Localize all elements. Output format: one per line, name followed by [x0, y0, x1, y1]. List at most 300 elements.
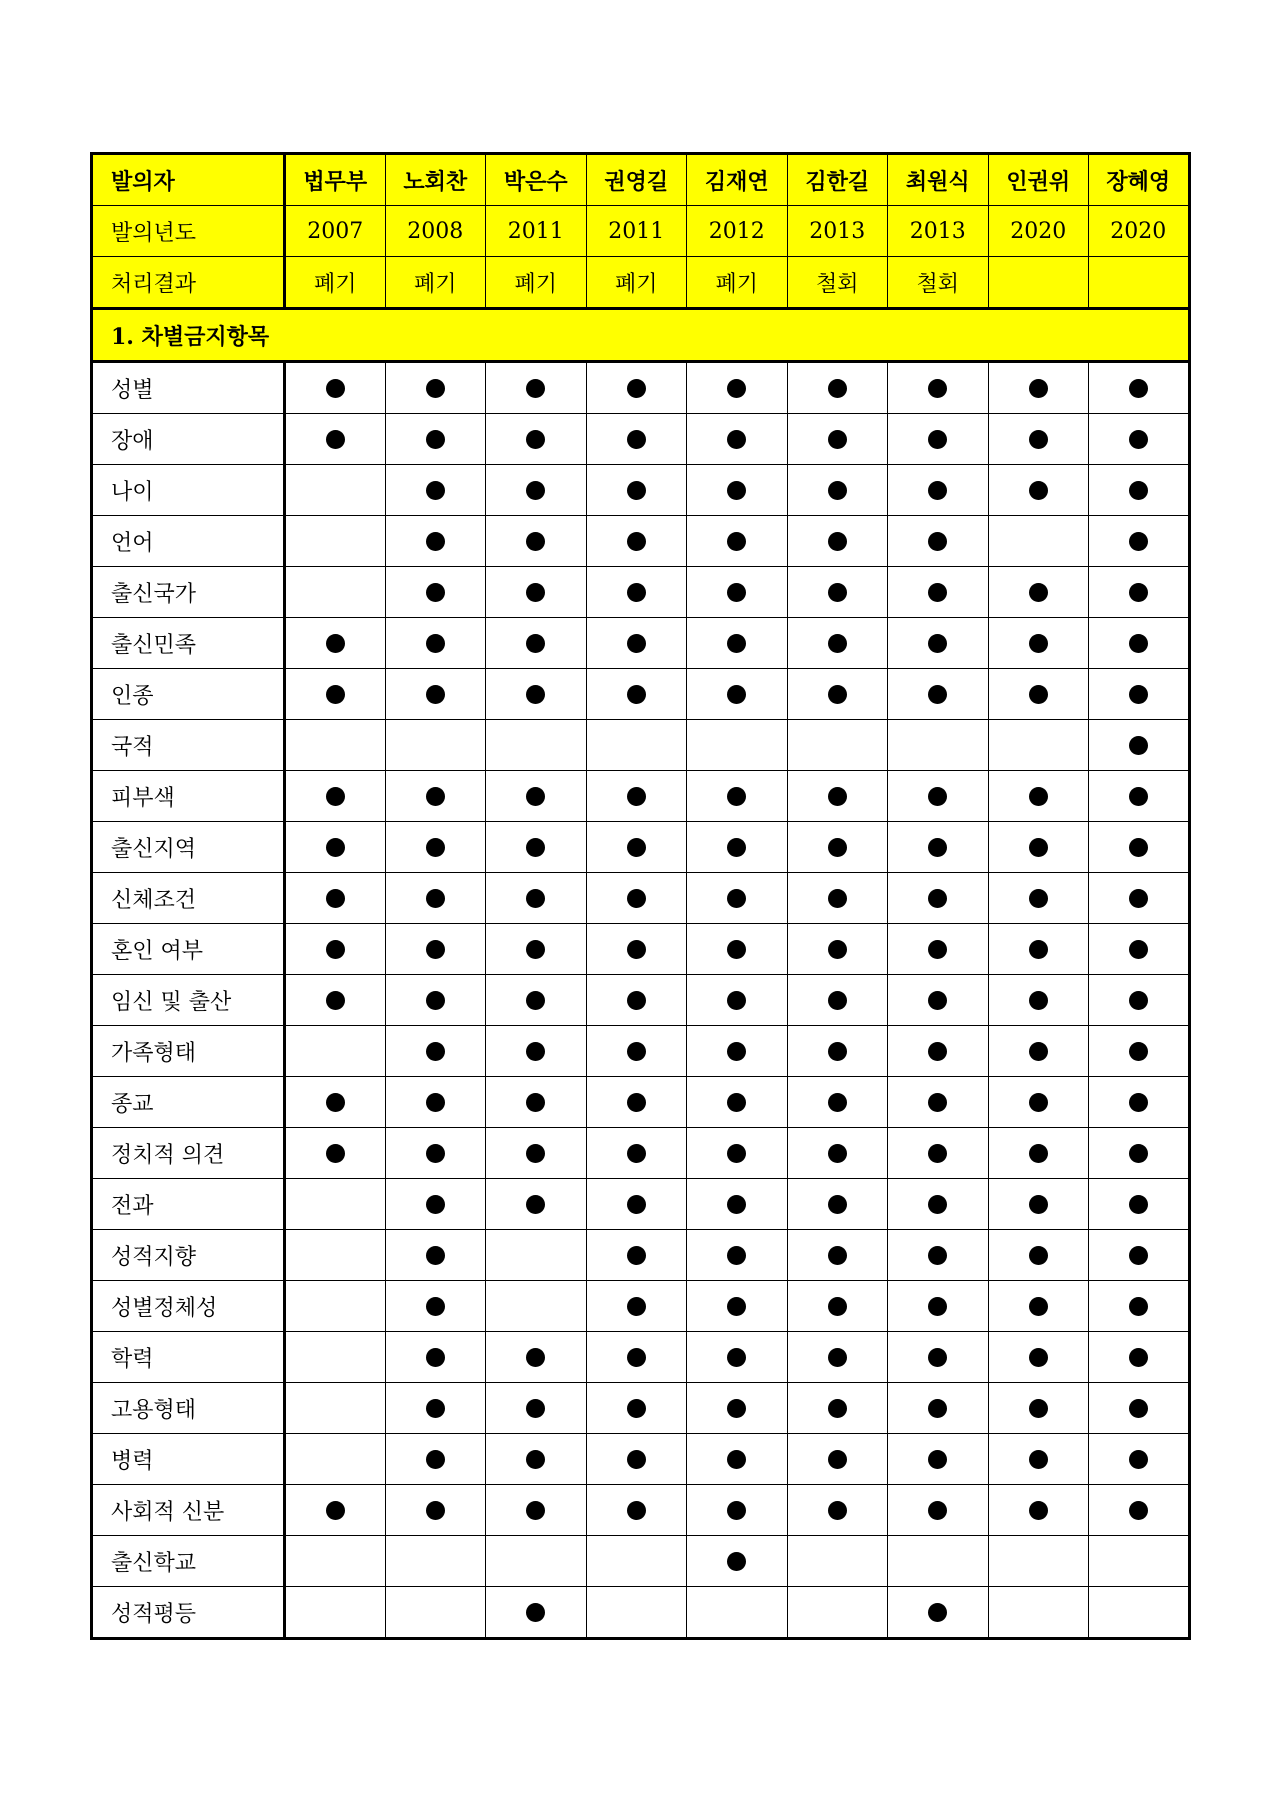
filled-circle-icon	[426, 940, 445, 959]
filled-circle-icon	[526, 991, 545, 1010]
table-row	[92, 362, 1190, 414]
year-cell: 2013	[888, 206, 989, 257]
filled-circle-icon	[526, 1399, 545, 1418]
mark-cell	[988, 618, 1089, 669]
filled-circle-icon	[727, 1042, 746, 1061]
filled-circle-icon	[828, 1399, 847, 1418]
mark-cell	[1089, 1077, 1190, 1128]
mark-cell	[687, 516, 788, 567]
mark-cell	[787, 1434, 888, 1485]
filled-circle-icon	[426, 991, 445, 1010]
filled-circle-icon	[426, 1195, 445, 1214]
mark-cell	[285, 1434, 386, 1485]
result-cell	[988, 257, 1089, 309]
filled-circle-icon	[526, 787, 545, 806]
mark-cell	[988, 873, 1089, 924]
mark-cell	[1089, 1281, 1190, 1332]
mark-cell	[988, 1383, 1089, 1434]
mark-cell	[385, 822, 486, 873]
mark-cell	[486, 1026, 587, 1077]
mark-cell	[486, 924, 587, 975]
mark-cell	[586, 618, 687, 669]
result-cell: 폐기	[285, 257, 386, 309]
mark-cell	[486, 1179, 587, 1230]
row-label: 출신학교	[92, 1536, 285, 1587]
mark-cell	[787, 362, 888, 414]
mark-cell	[285, 414, 386, 465]
mark-cell	[285, 362, 386, 414]
result-cell	[1089, 257, 1190, 309]
mark-cell	[1089, 1587, 1190, 1639]
filled-circle-icon	[526, 685, 545, 704]
mark-cell	[787, 1179, 888, 1230]
filled-circle-icon	[1129, 991, 1148, 1010]
table-row	[92, 414, 1190, 465]
filled-circle-icon	[426, 634, 445, 653]
mark-cell	[285, 975, 386, 1026]
mark-cell	[285, 669, 386, 720]
filled-circle-icon	[1129, 1450, 1148, 1469]
filled-circle-icon	[1029, 1042, 1048, 1061]
mark-cell	[385, 1485, 486, 1536]
mark-cell	[486, 873, 587, 924]
mark-cell	[787, 1230, 888, 1281]
filled-circle-icon	[627, 634, 646, 653]
mark-cell	[888, 1332, 989, 1383]
filled-circle-icon	[828, 583, 847, 602]
table-row	[92, 873, 1190, 924]
filled-circle-icon	[326, 430, 345, 449]
mark-cell	[988, 1281, 1089, 1332]
mark-cell	[888, 1383, 989, 1434]
filled-circle-icon	[828, 430, 847, 449]
mark-cell	[988, 362, 1089, 414]
filled-circle-icon	[1029, 430, 1048, 449]
filled-circle-icon	[426, 1348, 445, 1367]
mark-cell	[988, 822, 1089, 873]
mark-cell	[486, 720, 587, 771]
mark-cell	[888, 1587, 989, 1639]
filled-circle-icon	[526, 1093, 545, 1112]
mark-cell	[988, 567, 1089, 618]
proposer-cell: 법무부	[285, 154, 386, 206]
filled-circle-icon	[727, 430, 746, 449]
mark-cell	[888, 924, 989, 975]
mark-cell	[385, 414, 486, 465]
mark-cell	[988, 516, 1089, 567]
filled-circle-icon	[426, 583, 445, 602]
mark-cell	[486, 1281, 587, 1332]
section-title: 1. 차별금지항목	[92, 309, 1190, 362]
year-cell: 2007	[285, 206, 386, 257]
mark-cell	[486, 771, 587, 822]
filled-circle-icon	[627, 1348, 646, 1367]
mark-cell	[486, 1128, 587, 1179]
mark-cell	[285, 1536, 386, 1587]
filled-circle-icon	[1029, 379, 1048, 398]
filled-circle-icon	[1029, 838, 1048, 857]
year-row	[92, 206, 1190, 257]
result-cell: 철회	[888, 257, 989, 309]
mark-cell	[687, 1128, 788, 1179]
row-label: 성별정체성	[92, 1281, 285, 1332]
mark-cell	[1089, 924, 1190, 975]
row-label: 국적	[92, 720, 285, 771]
filled-circle-icon	[828, 379, 847, 398]
mark-cell	[385, 1587, 486, 1639]
mark-cell	[486, 362, 587, 414]
filled-circle-icon	[526, 481, 545, 500]
filled-circle-icon	[627, 1297, 646, 1316]
mark-cell	[988, 1587, 1089, 1639]
mark-cell	[787, 1536, 888, 1587]
mark-cell	[385, 465, 486, 516]
row-label: 사회적 신분	[92, 1485, 285, 1536]
filled-circle-icon	[928, 583, 947, 602]
proposer-cell: 최원식	[888, 154, 989, 206]
row-label: 나이	[92, 465, 285, 516]
mark-cell	[687, 465, 788, 516]
mark-cell	[586, 362, 687, 414]
mark-cell	[988, 1128, 1089, 1179]
filled-circle-icon	[1129, 736, 1148, 755]
mark-cell	[888, 618, 989, 669]
mark-cell	[988, 1230, 1089, 1281]
mark-cell	[1089, 669, 1190, 720]
mark-cell	[888, 516, 989, 567]
proposer-cell: 김재연	[687, 154, 788, 206]
mark-cell	[687, 567, 788, 618]
mark-cell	[687, 720, 788, 771]
mark-cell	[687, 669, 788, 720]
mark-cell	[687, 1485, 788, 1536]
mark-cell	[1089, 1230, 1190, 1281]
mark-cell	[486, 1536, 587, 1587]
proposer-cell: 김한길	[787, 154, 888, 206]
table-row	[92, 465, 1190, 516]
result-label: 처리결과	[92, 257, 285, 309]
filled-circle-icon	[526, 1144, 545, 1163]
mark-cell	[687, 1179, 788, 1230]
mark-cell	[385, 1230, 486, 1281]
mark-cell	[486, 465, 587, 516]
row-label: 고용형태	[92, 1383, 285, 1434]
mark-cell	[687, 924, 788, 975]
year-cell: 2011	[586, 206, 687, 257]
mark-cell	[586, 1332, 687, 1383]
mark-cell	[687, 1332, 788, 1383]
mark-cell	[687, 1536, 788, 1587]
table-row	[92, 1077, 1190, 1128]
filled-circle-icon	[627, 838, 646, 857]
mark-cell	[486, 516, 587, 567]
mark-cell	[888, 1077, 989, 1128]
mark-cell	[486, 414, 587, 465]
mark-cell	[285, 1230, 386, 1281]
filled-circle-icon	[828, 1297, 847, 1316]
mark-cell	[687, 771, 788, 822]
filled-circle-icon	[526, 1603, 545, 1622]
mark-cell	[988, 1485, 1089, 1536]
filled-circle-icon	[928, 1348, 947, 1367]
mark-cell	[1089, 516, 1190, 567]
filled-circle-icon	[1129, 889, 1148, 908]
filled-circle-icon	[526, 1042, 545, 1061]
mark-cell	[988, 465, 1089, 516]
filled-circle-icon	[326, 787, 345, 806]
filled-circle-icon	[928, 1501, 947, 1520]
row-label: 정치적 의견	[92, 1128, 285, 1179]
filled-circle-icon	[627, 1144, 646, 1163]
mark-cell	[787, 873, 888, 924]
filled-circle-icon	[727, 481, 746, 500]
filled-circle-icon	[1029, 889, 1048, 908]
mark-cell	[586, 1485, 687, 1536]
mark-cell	[385, 1383, 486, 1434]
filled-circle-icon	[426, 889, 445, 908]
row-label: 출신지역	[92, 822, 285, 873]
filled-circle-icon	[1129, 430, 1148, 449]
result-cell: 폐기	[486, 257, 587, 309]
filled-circle-icon	[928, 991, 947, 1010]
filled-circle-icon	[1129, 685, 1148, 704]
mark-cell	[787, 1383, 888, 1434]
mark-cell	[486, 1077, 587, 1128]
filled-circle-icon	[526, 634, 545, 653]
proposer-cell: 박은수	[486, 154, 587, 206]
filled-circle-icon	[928, 685, 947, 704]
filled-circle-icon	[828, 685, 847, 704]
filled-circle-icon	[1129, 1501, 1148, 1520]
filled-circle-icon	[426, 1042, 445, 1061]
mark-cell	[1089, 1332, 1190, 1383]
mark-cell	[586, 822, 687, 873]
mark-cell	[385, 1281, 486, 1332]
mark-cell	[888, 1128, 989, 1179]
mark-cell	[1089, 1383, 1190, 1434]
mark-cell	[586, 1536, 687, 1587]
row-label: 성적지향	[92, 1230, 285, 1281]
mark-cell	[687, 1026, 788, 1077]
table-row	[92, 720, 1190, 771]
row-label: 혼인 여부	[92, 924, 285, 975]
filled-circle-icon	[727, 991, 746, 1010]
filled-circle-icon	[326, 940, 345, 959]
filled-circle-icon	[1129, 1093, 1148, 1112]
mark-cell	[787, 975, 888, 1026]
filled-circle-icon	[1129, 1399, 1148, 1418]
filled-circle-icon	[928, 1144, 947, 1163]
filled-circle-icon	[627, 685, 646, 704]
filled-circle-icon	[326, 889, 345, 908]
mark-cell	[888, 362, 989, 414]
filled-circle-icon	[1029, 685, 1048, 704]
filled-circle-icon	[526, 838, 545, 857]
mark-cell	[285, 720, 386, 771]
filled-circle-icon	[426, 1093, 445, 1112]
mark-cell	[787, 618, 888, 669]
filled-circle-icon	[326, 1093, 345, 1112]
mark-cell	[285, 1587, 386, 1639]
row-label: 종교	[92, 1077, 285, 1128]
mark-cell	[285, 1179, 386, 1230]
filled-circle-icon	[1029, 583, 1048, 602]
mark-cell	[285, 516, 386, 567]
mark-cell	[385, 771, 486, 822]
filled-circle-icon	[1029, 1399, 1048, 1418]
mark-cell	[1089, 1128, 1190, 1179]
mark-cell	[787, 771, 888, 822]
mark-cell	[1089, 1434, 1190, 1485]
filled-circle-icon	[928, 1450, 947, 1469]
filled-circle-icon	[1029, 1501, 1048, 1520]
filled-circle-icon	[1129, 481, 1148, 500]
table-row	[92, 1230, 1190, 1281]
row-label: 병력	[92, 1434, 285, 1485]
section-header-row	[92, 309, 1190, 362]
filled-circle-icon	[727, 685, 746, 704]
row-label: 언어	[92, 516, 285, 567]
filled-circle-icon	[526, 1348, 545, 1367]
table-row	[92, 1587, 1190, 1639]
mark-cell	[586, 924, 687, 975]
filled-circle-icon	[526, 889, 545, 908]
proposer-label: 발의자	[92, 154, 285, 206]
filled-circle-icon	[326, 1501, 345, 1520]
mark-cell	[385, 618, 486, 669]
mark-cell	[988, 771, 1089, 822]
filled-circle-icon	[928, 940, 947, 959]
mark-cell	[1089, 414, 1190, 465]
row-label: 학력	[92, 1332, 285, 1383]
mark-cell	[787, 1485, 888, 1536]
mark-cell	[586, 1077, 687, 1128]
filled-circle-icon	[727, 1093, 746, 1112]
year-cell: 2008	[385, 206, 486, 257]
filled-circle-icon	[828, 940, 847, 959]
mark-cell	[787, 1587, 888, 1639]
mark-cell	[988, 669, 1089, 720]
table-row	[92, 1332, 1190, 1383]
table-row	[92, 1026, 1190, 1077]
mark-cell	[787, 567, 888, 618]
filled-circle-icon	[526, 1450, 545, 1469]
filled-circle-icon	[426, 379, 445, 398]
filled-circle-icon	[928, 787, 947, 806]
table-row	[92, 975, 1190, 1026]
proposer-row	[92, 154, 1190, 206]
mark-cell	[385, 1536, 486, 1587]
filled-circle-icon	[627, 889, 646, 908]
mark-cell	[486, 1332, 587, 1383]
row-label: 성별	[92, 362, 285, 414]
filled-circle-icon	[1129, 583, 1148, 602]
mark-cell	[888, 414, 989, 465]
mark-cell	[586, 1026, 687, 1077]
filled-circle-icon	[627, 583, 646, 602]
table-row	[92, 1383, 1190, 1434]
filled-circle-icon	[1129, 940, 1148, 959]
table-row	[92, 1434, 1190, 1485]
mark-cell	[1089, 1536, 1190, 1587]
mark-cell	[888, 567, 989, 618]
mark-cell	[586, 1230, 687, 1281]
mark-cell	[988, 924, 1089, 975]
mark-cell	[486, 822, 587, 873]
filled-circle-icon	[1029, 1144, 1048, 1163]
mark-cell	[1089, 567, 1190, 618]
mark-cell	[687, 1230, 788, 1281]
year-cell: 2012	[687, 206, 788, 257]
row-label: 전과	[92, 1179, 285, 1230]
filled-circle-icon	[1029, 940, 1048, 959]
filled-circle-icon	[727, 1399, 746, 1418]
filled-circle-icon	[727, 532, 746, 551]
mark-cell	[988, 720, 1089, 771]
mark-cell	[586, 975, 687, 1026]
row-label: 가족형태	[92, 1026, 285, 1077]
filled-circle-icon	[828, 1246, 847, 1265]
filled-circle-icon	[928, 1297, 947, 1316]
filled-circle-icon	[426, 1297, 445, 1316]
mark-cell	[787, 924, 888, 975]
mark-cell	[888, 873, 989, 924]
mark-cell	[285, 873, 386, 924]
mark-cell	[486, 1587, 587, 1639]
filled-circle-icon	[526, 430, 545, 449]
filled-circle-icon	[1129, 1348, 1148, 1367]
filled-circle-icon	[627, 532, 646, 551]
table-row	[92, 771, 1190, 822]
filled-circle-icon	[928, 1399, 947, 1418]
filled-circle-icon	[828, 1501, 847, 1520]
filled-circle-icon	[928, 889, 947, 908]
filled-circle-icon	[426, 1399, 445, 1418]
filled-circle-icon	[627, 379, 646, 398]
filled-circle-icon	[1029, 1297, 1048, 1316]
mark-cell	[285, 1485, 386, 1536]
filled-circle-icon	[326, 685, 345, 704]
mark-cell	[385, 873, 486, 924]
filled-circle-icon	[828, 991, 847, 1010]
mark-cell	[787, 465, 888, 516]
filled-circle-icon	[828, 1144, 847, 1163]
year-label: 발의년도	[92, 206, 285, 257]
mark-cell	[586, 1179, 687, 1230]
filled-circle-icon	[727, 1348, 746, 1367]
filled-circle-icon	[828, 838, 847, 857]
filled-circle-icon	[1029, 1450, 1048, 1469]
mark-cell	[888, 1026, 989, 1077]
filled-circle-icon	[928, 838, 947, 857]
mark-cell	[687, 822, 788, 873]
filled-circle-icon	[627, 991, 646, 1010]
filled-circle-icon	[727, 1144, 746, 1163]
table-row	[92, 1536, 1190, 1587]
mark-cell	[687, 1587, 788, 1639]
filled-circle-icon	[828, 889, 847, 908]
mark-cell	[687, 618, 788, 669]
mark-cell	[888, 771, 989, 822]
mark-cell	[988, 1026, 1089, 1077]
mark-cell	[486, 1434, 587, 1485]
filled-circle-icon	[727, 1246, 746, 1265]
mark-cell	[787, 1128, 888, 1179]
result-row	[92, 257, 1190, 309]
filled-circle-icon	[1129, 532, 1148, 551]
mark-cell	[586, 873, 687, 924]
mark-cell	[988, 1077, 1089, 1128]
